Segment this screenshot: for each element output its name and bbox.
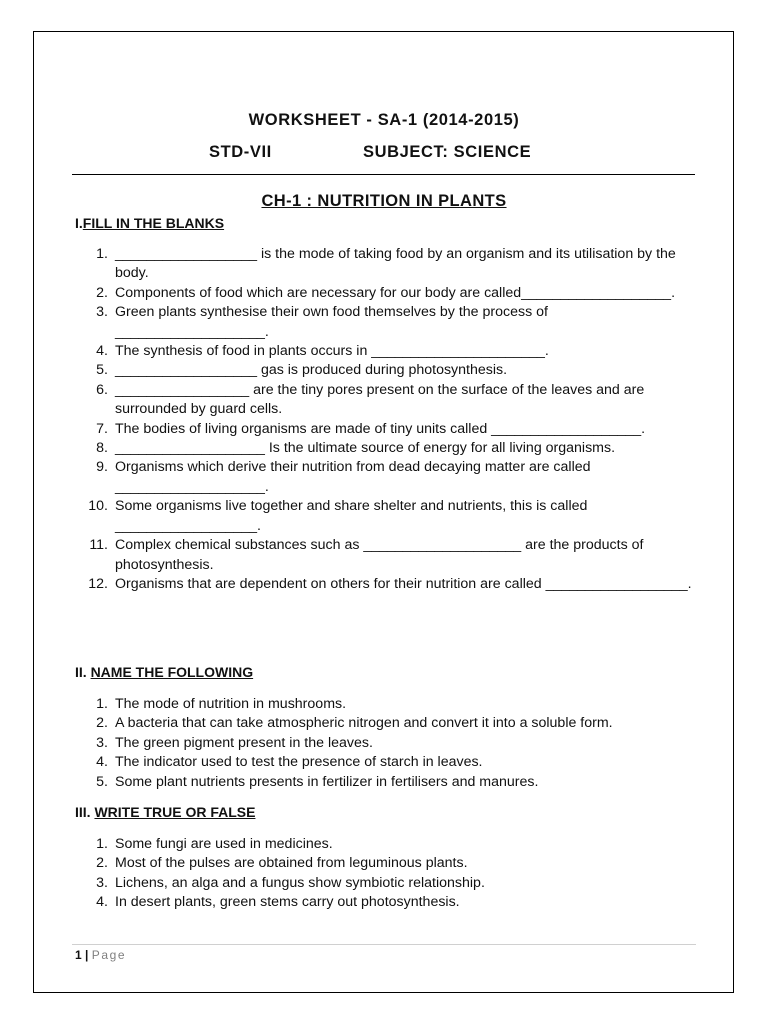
section-heading-text: NAME THE FOLLOWING — [90, 664, 254, 680]
standard-label: STD-VII — [209, 143, 272, 161]
list-item: 5. __________________ gas is produced during photosynthesis. — [96, 362, 508, 379]
section-true-false-heading — [75, 804, 255, 820]
list-item: 12. Organisms that are dependent on others for their nutrition are called __________________. — [88, 575, 692, 592]
list-item: 6. _________________ are the tiny pores present on the surface of the leaves and are surrounded by guard cells. — [96, 381, 645, 418]
list-item: 3. Lichens, an alga and a fungus show symbiotic relationship. — [96, 874, 485, 891]
list-item: 8. ___________________ Is the ultimate source of energy for all living organisms. — [96, 440, 616, 457]
chapter-title — [0, 192, 768, 211]
section-prefix: I. — [75, 215, 83, 231]
worksheet-title: WORKSHEET - SA-1 (2014-2015) — [248, 111, 520, 129]
list-item: 2. A bacteria that can take atmospheric nitrogen and convert it into a soluble form. — [96, 715, 613, 732]
section-fill-in-blanks-heading — [75, 215, 224, 231]
footer-divider — [72, 944, 696, 945]
list-item: 5. Some plant nutrients presents in fertilizer in fertilisers and manures. — [96, 773, 539, 790]
list-item: 4. The synthesis of food in plants occurs in ______________________. — [96, 343, 549, 360]
fill-in-blanks-list — [75, 245, 700, 594]
list-item: 3. The green pigment present in the leaves. — [96, 734, 373, 751]
list-item: 4. In desert plants, green stems carry out photosynthesis. — [96, 894, 460, 911]
page-number: 1 — [75, 948, 82, 962]
name-following-list — [75, 695, 700, 792]
header-divider — [72, 174, 695, 175]
subject-label: SUBJECT: SCIENCE — [363, 143, 532, 161]
page-footer — [75, 948, 126, 962]
list-item: 1. The mode of nutrition in mushrooms. — [96, 696, 347, 712]
section-heading-text: WRITE TRUE OR FALSE — [94, 804, 256, 820]
section-prefix: II. — [75, 664, 87, 680]
list-item: 9. Organisms which derive their nutrition from dead decaying matter are called ___________________. — [96, 459, 591, 495]
list-item: 4. The indicator used to test the presence of starch in leaves. — [96, 754, 483, 771]
section-prefix: III. — [75, 804, 91, 820]
list-item: 11. Complex chemical substances such as ____________________ are the products of photosynthesis. — [89, 537, 644, 573]
list-item: 10. Some organisms live together and share shelter and nutrients, this is called __________________. — [88, 498, 588, 534]
list-item: 1. __________________ is the mode of taking food by an organism and its utilisation by the body. — [96, 246, 676, 282]
page-label: Page — [91, 948, 127, 962]
list-item: 1. Some fungi are used in medicines. — [96, 836, 333, 852]
list-item: 2. Most of the pulses are obtained from leguminous plants. — [96, 855, 468, 872]
section-name-following-heading — [75, 664, 253, 680]
list-item: 7. The bodies of living organisms are made of tiny units called ___________________. — [96, 420, 646, 437]
list-item: 2. Components of food which are necessary for our body are called___________________. — [96, 284, 676, 301]
section-heading-text: FILL IN THE BLANKS — [82, 215, 225, 231]
footer-separator: | — [85, 948, 89, 962]
list-item: 3. Green plants synthesise their own food themselves by the process of ___________________. — [96, 304, 548, 340]
true-false-list — [75, 835, 700, 913]
chapter-title-text: CH-1 : NUTRITION IN PLANTS — [261, 192, 507, 210]
